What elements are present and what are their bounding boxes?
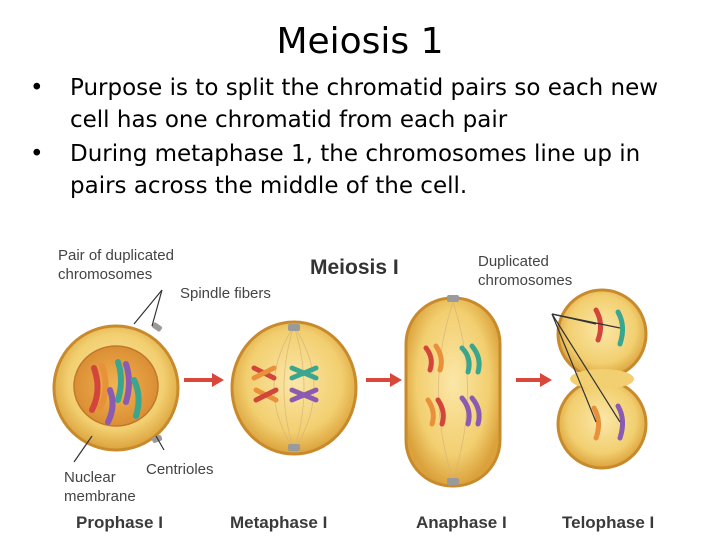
arrow-icon [390,373,402,387]
prophase-cell [54,322,178,450]
stage-label-prophase: Prophase I [76,513,163,532]
label-pair-duplicated: Pair of duplicated chromosomes [58,247,174,283]
slide-title: Meiosis 1 [276,21,444,62]
label-duplicated-chromosomes: Duplicated chromosomes [478,253,573,289]
bullet-text: Purpose is to split the chromatid pairs so each new cell has one chromatid from each pair [70,75,659,133]
label-spindle-fibers: Spindle fibers [180,285,271,302]
label-centrioles: Centrioles [146,461,214,478]
centriole [447,295,459,302]
stage-label-anaphase: Anaphase I [416,513,507,532]
stage-label-telophase: Telophase I [562,513,655,532]
bullet-symbol: • [30,141,44,167]
stage-label-metaphase: Metaphase I [230,513,328,532]
arrow-icon [540,373,552,387]
bullet-symbol: • [30,75,44,101]
bullet-item [30,138,700,202]
arrow-icon [212,373,224,387]
telophase-cell [552,290,646,468]
bullet-item [30,72,700,136]
meiosis-figure [44,240,684,540]
anaphase-cell [406,295,500,486]
meiosis-illustration [44,240,684,540]
bullet-list [30,72,700,204]
centriole [288,444,300,451]
metaphase-cell [232,322,356,454]
centriole [447,478,459,485]
nucleus [74,346,158,426]
centriole [288,324,300,331]
bullet-text: During metaphase 1, the chromosomes line up in pairs across the middle of the cell. [70,141,641,199]
figure-title: Meiosis I [310,256,399,279]
label-nuclear-membrane: Nuclear membrane [64,469,136,505]
